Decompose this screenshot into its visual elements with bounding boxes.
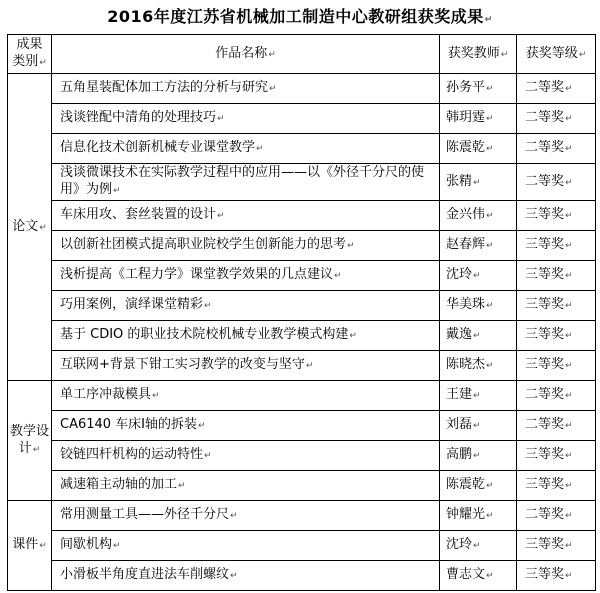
header-work: 作品名称↵: [52, 35, 440, 74]
work-name-cell: 以创新社团模式提高职业院校学生创新能力的思考↵: [52, 231, 440, 261]
work-name-cell: CA6140 车床Ⅰ轴的拆装↵: [52, 411, 440, 441]
teacher-cell: 孙务平↵: [440, 74, 517, 104]
award-level-cell: 三等奖↵: [517, 201, 596, 231]
work-name-cell: 单工序冲裁模具↵: [52, 381, 440, 411]
teacher-cell: 金兴伟↵: [440, 201, 517, 231]
award-level-cell: 二等奖↵: [517, 134, 596, 164]
work-name-cell: 五角星装配体加工方法的分析与研究↵: [52, 74, 440, 104]
work-name-cell: 常用测量工具——外径千分尺↵: [52, 501, 440, 531]
table-row: [8, 561, 596, 591]
teacher-cell: 高鹏↵: [440, 441, 517, 471]
teacher-cell: 戴逸↵: [440, 321, 517, 351]
award-level-cell: 三等奖↵: [517, 351, 596, 381]
category-cell: 课件↵: [8, 501, 52, 591]
awards-table: [7, 34, 596, 591]
table-row: [8, 411, 596, 441]
teacher-cell: 陈震乾↵: [440, 471, 517, 501]
table-row: [8, 381, 596, 411]
table-row: [8, 291, 596, 321]
award-level-cell: 三等奖↵: [517, 321, 596, 351]
category-cell: 论文↵: [8, 74, 52, 381]
award-level-cell: 三等奖↵: [517, 531, 596, 561]
teacher-cell: 韩玥霆↵: [440, 104, 517, 134]
work-name-cell: 巧用案例，演绎课堂精彩↵: [52, 291, 440, 321]
table-row: [8, 164, 596, 201]
table-row: [8, 104, 596, 134]
teacher-cell: 张精↵: [440, 164, 517, 201]
work-name-cell: 间歇机构↵: [52, 531, 440, 561]
table-row: [8, 134, 596, 164]
teacher-cell: 陈震乾↵: [440, 134, 517, 164]
teacher-cell: 王建↵: [440, 381, 517, 411]
teacher-cell: 钟耀光↵: [440, 501, 517, 531]
teacher-cell: 曹志文↵: [440, 561, 517, 591]
work-name-cell: 浅谈锉配中清角的处理技巧↵: [52, 104, 440, 134]
table-row: [8, 201, 596, 231]
award-level-cell: 三等奖↵: [517, 471, 596, 501]
table-row: [8, 531, 596, 561]
award-level-cell: 三等奖↵: [517, 291, 596, 321]
work-name-cell: 浅谈微课技术在实际教学过程中的应用——以《外径千分尺的使用》为例↵: [52, 164, 440, 201]
award-level-cell: 二等奖↵: [517, 104, 596, 134]
award-level-cell: 三等奖↵: [517, 261, 596, 291]
table-row: [8, 471, 596, 501]
teacher-cell: 刘磊↵: [440, 411, 517, 441]
table-header-row: [8, 35, 596, 74]
work-name-cell: 互联网+背景下钳工实习教学的改变与坚守↵: [52, 351, 440, 381]
teacher-cell: 赵春辉↵: [440, 231, 517, 261]
header-category: 成果类别↵: [8, 35, 52, 74]
table-row: [8, 441, 596, 471]
work-name-cell: 基于 CDIO 的职业技术院校机械专业教学模式构建↵: [52, 321, 440, 351]
award-level-cell: 三等奖↵: [517, 441, 596, 471]
teacher-cell: 沈玲↵: [440, 531, 517, 561]
award-level-cell: 二等奖↵: [517, 164, 596, 201]
category-label: 教学设计: [10, 423, 50, 456]
table-row: [8, 321, 596, 351]
table-body: [8, 74, 596, 591]
award-level-cell: 二等奖↵: [517, 411, 596, 441]
table-row: [8, 351, 596, 381]
page-title: 2016年度江苏省机械加工制造中心教研组获奖成果↵: [107, 7, 493, 26]
table-row: [8, 231, 596, 261]
award-level-cell: 二等奖↵: [517, 501, 596, 531]
teacher-cell: 华美珠↵: [440, 291, 517, 321]
teacher-cell: 沈玲↵: [440, 261, 517, 291]
table-row: [8, 501, 596, 531]
work-name-cell: 车床用攻、套丝装置的设计↵: [52, 201, 440, 231]
work-name-cell: 减速箱主动轴的加工↵: [52, 471, 440, 501]
award-level-cell: 三等奖↵: [517, 231, 596, 261]
header-level: 获奖等级↵: [517, 35, 596, 74]
category-label: 论文: [12, 218, 39, 234]
table-row: [8, 261, 596, 291]
table-row: [8, 74, 596, 104]
award-level-cell: 二等奖↵: [517, 381, 596, 411]
award-level-cell: 三等奖↵: [517, 561, 596, 591]
category-cell: 教学设计↵: [8, 381, 52, 501]
work-name-cell: 浅析提高《工程力学》课堂教学效果的几点建议↵: [52, 261, 440, 291]
header-teacher: 获奖教师↵: [440, 35, 517, 74]
work-name-cell: 小滑板半角度直进法车削螺纹↵: [52, 561, 440, 591]
teacher-cell: 陈晓杰↵: [440, 351, 517, 381]
work-name-cell: 信息化技术创新机械专业课堂教学↵: [52, 134, 440, 164]
category-label: 课件: [12, 537, 39, 552]
work-name-cell: 铰链四杆机构的运动特性↵: [52, 441, 440, 471]
award-level-cell: 二等奖↵: [517, 74, 596, 104]
